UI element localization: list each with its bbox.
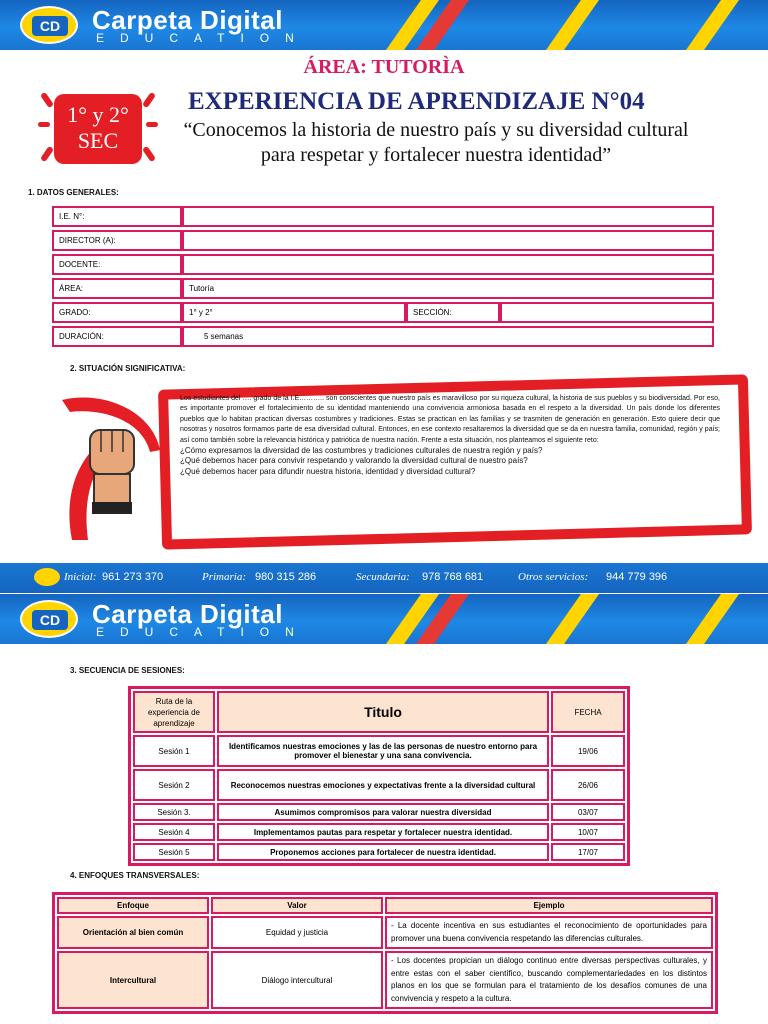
header-banner xyxy=(0,594,768,644)
contact-label: Primaria: xyxy=(202,571,246,583)
approaches-table xyxy=(52,892,718,1014)
session-date: 26/06 xyxy=(551,769,625,801)
duracion-value: 5 semanas xyxy=(182,326,714,347)
area-title: ÁREA: TUTORÌA xyxy=(303,56,465,78)
approach-value: Equidad y justicia xyxy=(211,916,383,949)
col-header-ejemplo: Ejemplo xyxy=(385,897,713,914)
logo-text: CD xyxy=(32,610,68,630)
approach-value: Diálogo intercultural xyxy=(211,951,383,1009)
seccion-label: SECCIÓN: xyxy=(406,302,500,323)
table-row xyxy=(52,278,714,299)
decor-stripe xyxy=(532,0,606,50)
contact-phone: 961 273 370 xyxy=(102,571,164,583)
situation-text xyxy=(180,394,720,477)
section-heading: 4. ENFOQUES TRANSVERSALES: xyxy=(70,871,200,880)
session-date: 17/07 xyxy=(551,843,625,861)
seccion-value xyxy=(500,302,714,323)
table-row xyxy=(133,843,625,861)
table-header-row xyxy=(57,897,713,914)
session-name: Sesión 2 xyxy=(133,769,215,801)
table-row xyxy=(133,769,625,801)
session-date: 19/06 xyxy=(551,735,625,767)
challenge-question: ¿Qué debemos hacer para convivir respetando y valorando la diversidad cultural de nuestro país? xyxy=(180,456,528,466)
contact-phone: 944 779 396 xyxy=(606,571,668,583)
contact-phone: 978 768 681 xyxy=(422,571,484,583)
brand-sub: EDUCATION xyxy=(96,31,310,45)
table-row xyxy=(57,916,713,949)
situation-panel xyxy=(0,372,768,552)
area-value: Tutoría xyxy=(182,278,714,299)
decor-stripe xyxy=(532,594,606,644)
session-title: Identificamos nuestras emociones y las de las personas de nuestro entorno para promover el bienestar y una sana convivencia. xyxy=(217,735,549,767)
experience-title: EXPERIENCIA DE APRENDIZAJE N°04 xyxy=(188,88,645,115)
session-name: Sesión 5 xyxy=(133,843,215,861)
grade-badge xyxy=(38,88,158,172)
challenge-question: ¿Qué debemos hacer para difundir nuestra historia, identidad y diversidad cultural? xyxy=(180,466,476,476)
docente-value xyxy=(182,254,714,275)
experience-subtitle: “Conocemos la historia de nuestro país y su diversidad cultural para respetar y fortalecer nuestra identidad” xyxy=(183,119,689,166)
duracion-label: DURACIÓN: xyxy=(52,326,182,347)
approach-name: Intercultural xyxy=(57,951,209,1009)
general-data-table xyxy=(52,203,714,350)
table-row xyxy=(57,951,713,1009)
contact-label: Inicial: xyxy=(64,571,97,583)
approach-example: - Los docentes propician un diálogo continuo entre diversas perspectivas culturales, y entre estas con el saber científico, buscando complementariedades en los distintos planos en los que se formulan para el tratamiento de los desafíos comunes de una convivencia y respeto a la cultura. xyxy=(385,951,713,1009)
director-label: DIRECTOR (A): xyxy=(52,230,182,251)
session-title: Implementamos pautas para respetar y fortalecer nuestra identidad. xyxy=(217,823,549,841)
table-row xyxy=(52,254,714,275)
table-row xyxy=(52,302,714,323)
session-name: Sesión 1 xyxy=(133,735,215,767)
decor-stripe xyxy=(672,0,746,50)
col-header-fecha: FECHA xyxy=(551,691,625,733)
table-row xyxy=(133,735,625,767)
docente-label: DOCENTE: xyxy=(52,254,182,275)
session-title: Asumimos compromisos para valorar nuestra diversidad xyxy=(217,803,549,821)
col-header-valor: Valor xyxy=(211,897,383,914)
logo-text: CD xyxy=(32,16,68,36)
contact-label: Otros servicios: xyxy=(518,571,589,583)
session-date: 10/07 xyxy=(551,823,625,841)
session-title: Reconocemos nuestras emociones y expectativas frente a la diversidad cultural xyxy=(217,769,549,801)
table-row xyxy=(52,326,714,347)
col-header-titulo: Titulo xyxy=(217,691,549,733)
situation-paragraph: Los estudiantes del …. grado de la I.E……….. son conscientes que nuestro país es maravilloso por su riqueza cultural, la historia de sus pueblos y su biodiversidad. Por eso, es importante promover el fortalecimiento de su identidad manteniendo una convivencia armoniosa basada en el respeto a la diversidad. Un país donde los diferentes pueblos que lo habitan practican diversas costumbres y tradiciones. Estas se practican en las familias y se trasmiten de generación en generación. Esto quiere decir que nosotras y nosotros formamos parte de esa diversidad cultural. Entonces, en ese contexto resaltaremos la diversidad que se da en nuestra familia, comunidad, región y país; así como también sobre la relevancia histórica y patriótica de nuestra nación. Frente a esta situación, nos planteamos el siguiente reto: xyxy=(180,395,720,444)
session-title: Proponemos acciones para fortalecer de nuestra identidad. xyxy=(217,843,549,861)
table-header-row xyxy=(133,691,625,733)
session-date: 03/07 xyxy=(551,803,625,821)
col-header-ruta: Ruta de la experiencia de aprendizaje xyxy=(133,691,215,733)
header-banner xyxy=(0,0,768,50)
grado-label: GRADO: xyxy=(52,302,182,323)
badge-level: SEC xyxy=(77,128,119,153)
challenge-question: ¿Cómo expresamos la diversidad de las costumbres y tradiciones culturales de nuestra región y país? xyxy=(180,446,543,456)
brand-name: Carpeta Digital xyxy=(92,5,283,35)
ie-value xyxy=(182,206,714,227)
sessions-table xyxy=(128,686,630,866)
area-label: ÁREA: xyxy=(52,278,182,299)
director-value xyxy=(182,230,714,251)
session-name: Sesión 4 xyxy=(133,823,215,841)
grado-value: 1° y 2° xyxy=(182,302,406,323)
badge-grade: 1° y 2° xyxy=(67,102,129,127)
approach-example: - La docente incentiva en sus estudiantes el reconocimiento de oportunidades para promover una buena convivencia respetando las diferencias culturales. xyxy=(385,916,713,949)
contact-label: Secundaria: xyxy=(356,571,410,583)
section-heading: 3. SECUENCIA DE SESIONES: xyxy=(70,666,185,675)
table-row xyxy=(52,206,714,227)
session-name: Sesión 3. xyxy=(133,803,215,821)
table-row xyxy=(52,230,714,251)
table-row xyxy=(133,823,625,841)
brand-name: Carpeta Digital xyxy=(92,599,283,629)
col-header-enfoque: Enfoque xyxy=(57,897,209,914)
decor-stripe xyxy=(672,594,746,644)
section-heading: 2. SITUACIÓN SIGNIFICATIVA: xyxy=(70,364,186,373)
raised-fist-icon xyxy=(42,390,162,540)
approach-name: Orientación al bien común xyxy=(57,916,209,949)
contact-footer xyxy=(0,563,768,593)
logo-icon xyxy=(34,568,60,586)
table-row xyxy=(133,803,625,821)
ie-label: I.E. N°: xyxy=(52,206,182,227)
section-heading: 1. DATOS GENERALES: xyxy=(28,188,119,197)
contact-phone: 980 315 286 xyxy=(255,571,317,583)
brand-sub: EDUCATION xyxy=(96,625,310,639)
